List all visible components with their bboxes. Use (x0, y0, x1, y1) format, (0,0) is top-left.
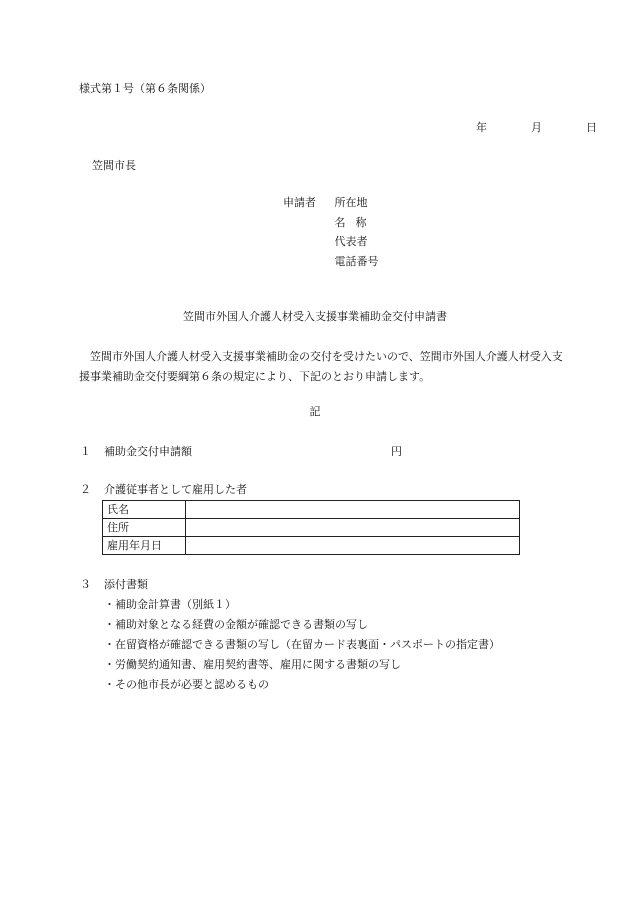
row-label-address: 住所 (103, 519, 186, 537)
list-item: ・在留資格が確認できる書類の写し（在留カード表裏面・パスポートの指定書） (104, 638, 500, 651)
applicant-field-phone: 電話番号 (334, 254, 379, 268)
date-month-label: 月 (531, 121, 542, 134)
item-2 (80, 483, 247, 496)
applicant-field-address: 所在地 (334, 196, 368, 209)
item-3 (80, 578, 148, 591)
item-1-label: 補助金交付申請額 (104, 445, 192, 458)
form-number: 様式第１号（第６条関係） (79, 82, 211, 95)
employment-date-cell[interactable] (186, 537, 520, 555)
table-row (103, 519, 520, 537)
list-item: ・補助対象となる経費の金額が確認できる書類の写し (104, 618, 368, 631)
applicant-fields (335, 196, 379, 274)
list-item: ・補助金計算書（別紙１） (104, 598, 236, 611)
row-label-name: 氏名 (103, 501, 186, 519)
yen-unit: 円 (391, 445, 402, 458)
item-2-number: ２ (80, 483, 91, 496)
attachments-list (104, 598, 500, 698)
body-text: 笠間市外国人介護人材受入支援事業補助金の交付を受けたいので、笠間市外国人介護人材受入支援事業補助金交付要綱第６条の規定により、下記のとおり申請します。 (79, 350, 563, 383)
list-item: ・その他市長が必要と認めるもの (104, 678, 269, 691)
table-row (103, 537, 520, 555)
item-1 (80, 445, 192, 458)
applicant-field-representative: 代表者 (334, 235, 368, 248)
date-day-label: 日 (586, 121, 597, 134)
item-3-number: ３ (80, 578, 91, 591)
table-row (103, 501, 520, 519)
applicant-label: 申請者 (283, 196, 316, 209)
list-item: ・労働契約通知書、雇用契約書等、雇用に関する書類の写し (104, 658, 401, 671)
item-2-label: 介護従事者として雇用した者 (104, 483, 247, 496)
row-label-employment-date: 雇用年月日 (103, 537, 186, 555)
name-cell[interactable] (186, 501, 520, 519)
item-1-number: １ (80, 445, 91, 458)
ki-heading: 記 (309, 405, 321, 418)
addressee: 笠間市長 (92, 159, 136, 172)
item-3-label: 添付書類 (104, 578, 148, 591)
applicant-field-name: 名称 (334, 215, 377, 229)
document-title: 笠間市外国人介護人材受入支援事業補助金交付申請書 (183, 310, 447, 323)
applicant-block (283, 196, 379, 274)
date-year-label: 年 (476, 121, 487, 134)
date-line (476, 121, 597, 134)
employee-table (102, 500, 520, 555)
address-cell[interactable] (186, 519, 520, 537)
